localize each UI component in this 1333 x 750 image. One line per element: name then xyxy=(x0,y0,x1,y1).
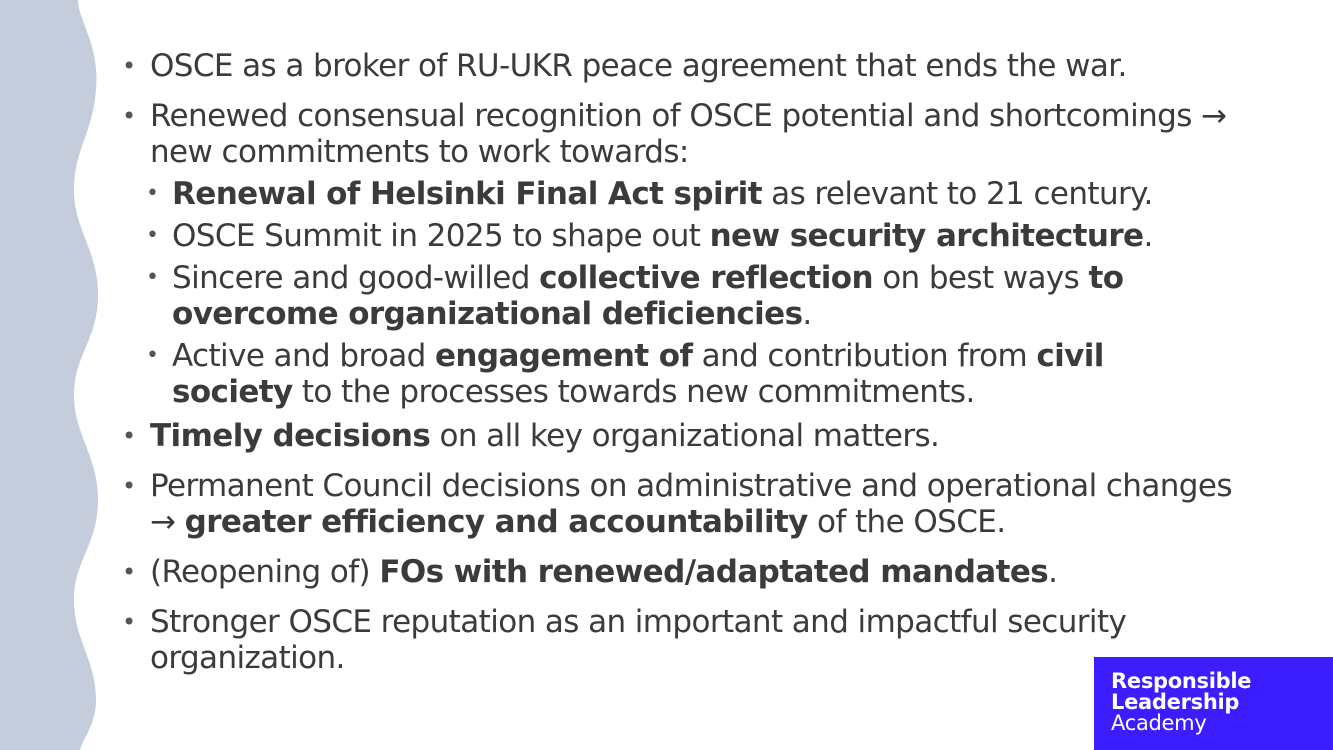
bullet-item xyxy=(122,98,1232,410)
text-segment: civil society xyxy=(172,338,1104,410)
sub-bullet-item xyxy=(122,176,1232,212)
text-segment: and contribution from xyxy=(692,338,1037,374)
text-segment: . xyxy=(802,296,812,332)
sub-bullet-list xyxy=(122,176,1232,410)
text-segment: to overcome organizational deficiencies xyxy=(172,260,1124,332)
logo-line-3: Academy xyxy=(1111,711,1207,735)
text-segment: of the OSCE. xyxy=(807,504,1006,540)
text-segment: Permanent Council decisions on administrative and operational changes → xyxy=(150,468,1232,540)
text-segment: OSCE Summit in 2025 to shape out xyxy=(172,218,710,254)
bullet-item xyxy=(122,554,1232,590)
logo-line-2: Leadership xyxy=(1111,690,1240,714)
wave-shape xyxy=(0,0,98,750)
slide-content xyxy=(122,48,1232,690)
logo-line-1: Responsible xyxy=(1111,669,1252,693)
text-segment: . xyxy=(1143,218,1153,254)
text-segment: FOs with renewed/adaptated mandates xyxy=(379,554,1049,590)
text-segment: . xyxy=(1048,554,1058,590)
text-segment: engagement of xyxy=(434,338,693,374)
sub-bullet-item xyxy=(122,260,1232,332)
bullet-item xyxy=(122,48,1232,84)
text-segment: Active and broad xyxy=(172,338,435,374)
text-segment: Sincere and good-willed xyxy=(172,260,540,296)
bullet-item xyxy=(122,468,1232,540)
text-segment: collective reflection xyxy=(539,260,873,296)
text-segment: Stronger OSCE reputation as an important and impactful security organization. xyxy=(150,604,1127,676)
sub-bullet-item xyxy=(122,338,1232,410)
text-segment: new security architecture xyxy=(709,218,1144,254)
text-segment: (Reopening of) xyxy=(150,554,380,590)
bullet-list xyxy=(122,48,1232,676)
text-segment: Renewed consensual recognition of OSCE potential and shortcomings → new commitments to work towards: xyxy=(150,98,1227,170)
sub-bullet-item xyxy=(122,218,1232,254)
text-segment: Timely decisions xyxy=(150,418,431,454)
responsible-leadership-academy-logo xyxy=(1094,657,1333,750)
text-segment: to the processes towards new commitments. xyxy=(292,374,975,410)
text-segment: as relevant to 21 century. xyxy=(761,176,1153,212)
text-segment: OSCE as a broker of RU-UKR peace agreement that ends the war. xyxy=(150,48,1127,84)
text-segment: on best ways xyxy=(872,260,1089,296)
text-segment: on all key organizational matters. xyxy=(430,418,940,454)
text-segment: greater efficiency and accountability xyxy=(184,504,808,540)
decorative-wave-sidebar xyxy=(0,0,110,750)
bullet-item xyxy=(122,418,1232,454)
bullet-item xyxy=(122,604,1232,676)
text-segment: Renewal of Helsinki Final Act spirit xyxy=(172,176,762,212)
